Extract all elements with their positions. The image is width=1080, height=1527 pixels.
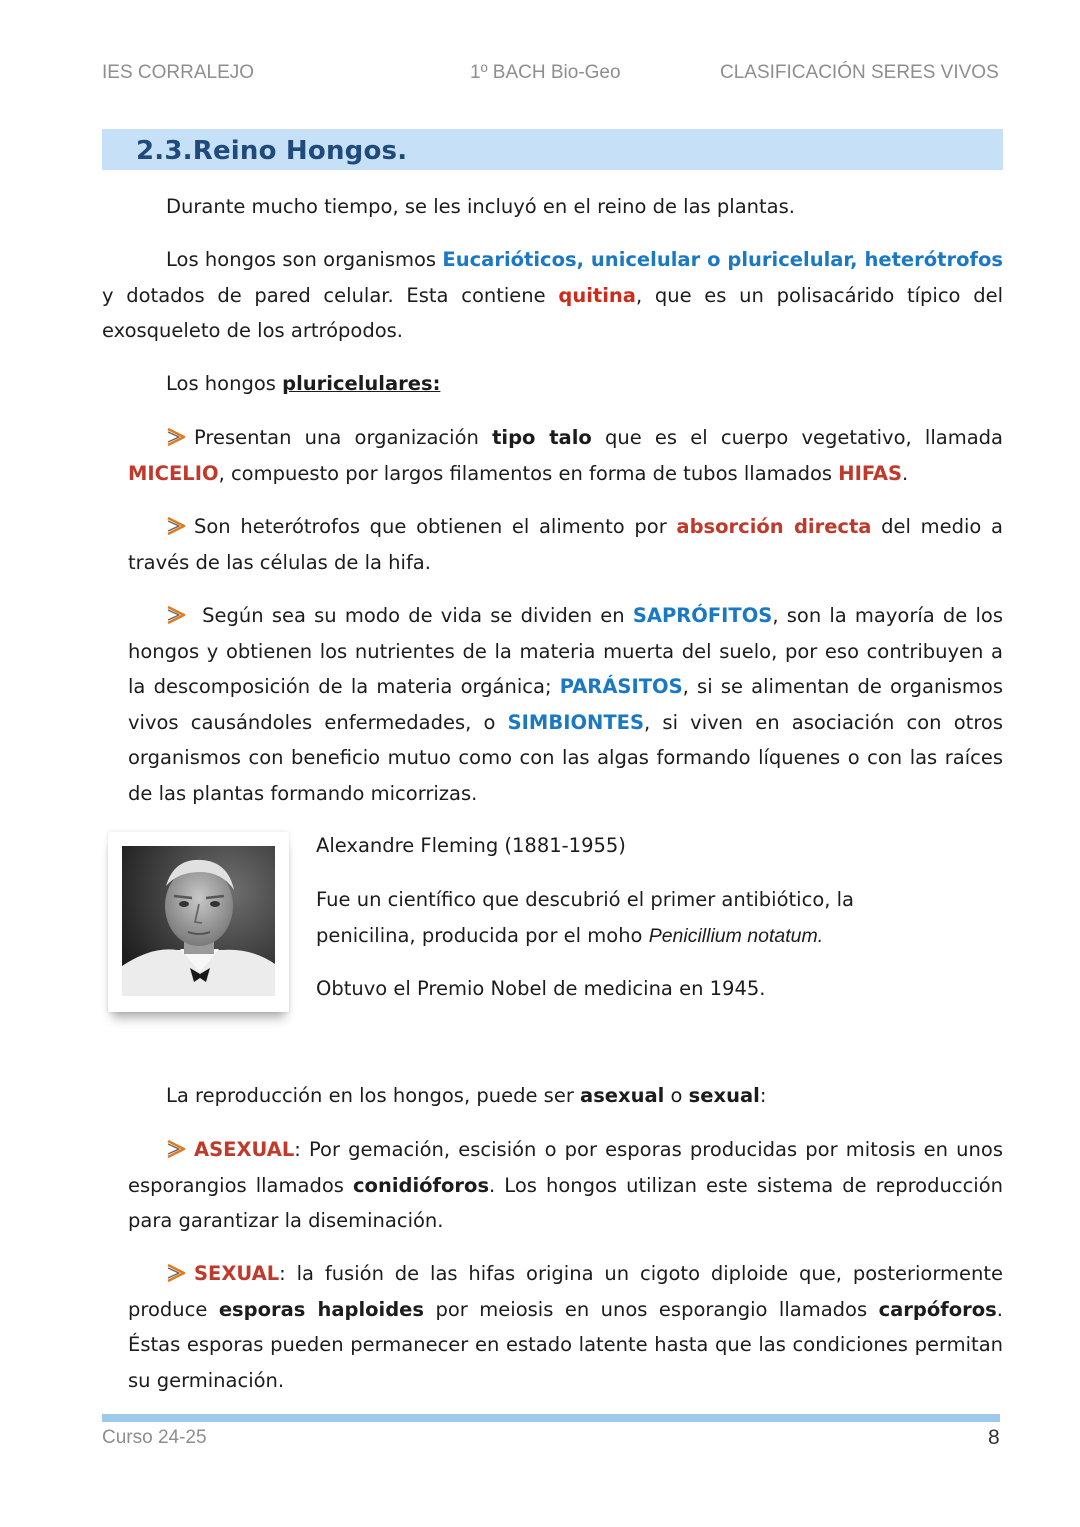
bullet3-text-4: , si viven en asociación con otros organismos con beneficio mutuo como con las algas formando líquenes o con las raíces de las plantas formando micorrizas. bbox=[128, 710, 1003, 805]
bullet3-saprofitos: SAPRÓFITOS bbox=[632, 604, 773, 627]
sexual-text-3: . Éstas esporas pueden permanecer en estado latente hasta que las condiciones permitan su germinación. bbox=[128, 1297, 1003, 1392]
bullet3-simbiontes: SIMBIONTES bbox=[507, 710, 645, 734]
pluri-paragraph bbox=[166, 366, 1003, 402]
fleming-photo-frame bbox=[108, 832, 289, 1012]
bullet-sexual bbox=[128, 1256, 1003, 1398]
bullet1-text-3: , compuesto por largos filamentos en forma de tubos llamados bbox=[218, 461, 839, 485]
header-topic: CLASIFICACIÓN SERES VIVOS bbox=[720, 62, 999, 83]
fleming-nobel-text: Obtuvo el Premio Nobel de medicina en 1945. bbox=[316, 977, 766, 1000]
asexual-text-2: . Los hongos utilizan este sistema de reproducción para garantizar la diseminación. bbox=[128, 1173, 1003, 1232]
sexual-label: SEXUAL bbox=[194, 1262, 280, 1285]
repro-text-3: : bbox=[759, 1084, 767, 1107]
repro-sexual: sexual bbox=[688, 1084, 760, 1107]
intro-text: Durante mucho tiempo, se les incluyó en el reino de las plantas. bbox=[166, 195, 795, 218]
bullet1-text-2: que es el cuerpo vegetativo, llamada bbox=[591, 426, 1003, 449]
fleming-description bbox=[316, 882, 896, 954]
sexual-esporas-haploides: esporas haploides bbox=[218, 1297, 425, 1321]
fleming-species: Penicillium notatum. bbox=[648, 925, 824, 947]
fleming-portrait bbox=[122, 846, 275, 996]
footer-divider bbox=[102, 1414, 1000, 1422]
arrow-bullet-icon bbox=[166, 1263, 188, 1283]
bullet1-text-4: . bbox=[902, 461, 909, 485]
pluri-text: Los hongos bbox=[166, 372, 283, 395]
repro-text-2: o bbox=[664, 1084, 689, 1107]
bullet1-hifas: HIFAS bbox=[838, 461, 903, 485]
bullet2-text-2: del medio a través de las células de la hifa. bbox=[128, 515, 1003, 574]
bullet3-parasitos: PARÁSITOS bbox=[559, 675, 683, 698]
bullet-modo-de-vida bbox=[128, 598, 1003, 811]
bullet-micelio bbox=[128, 420, 1003, 491]
definition-paragraph bbox=[102, 242, 1003, 349]
bullet1-tipo-talo: tipo talo bbox=[492, 426, 592, 449]
fleming-desc-text: Fue un científico que descubrió el primer antibiótico, la penicilina, producida por el moho bbox=[316, 888, 855, 947]
bullet3-text-2: , son la mayoría de los hongos y obtienen los nutrientes de la materia muerta del suelo, por eso contribuyen a la descomposición de la materia orgánica; bbox=[128, 604, 1003, 698]
bullet2-absorcion-directa: absorción directa bbox=[676, 515, 872, 538]
bullet1-text-1: Presentan una organización bbox=[194, 426, 493, 449]
asexual-text-1: : Por gemación, escisión o por esporas producidas por mitosis en unos esporangios llamados bbox=[128, 1138, 1003, 1197]
fleming-name bbox=[316, 828, 1003, 864]
def-highlight-eukaryotic: Eucarióticos, unicelular o pluricelular, heterótrofos bbox=[442, 248, 1003, 271]
def-text-1: Los hongos son organismos bbox=[166, 248, 443, 271]
asexual-label: ASEXUAL bbox=[194, 1138, 295, 1161]
fleming-nobel bbox=[316, 971, 1003, 1007]
def-highlight-chitin: quitina bbox=[558, 283, 636, 307]
arrow-bullet-icon bbox=[166, 516, 188, 536]
def-text-2: y dotados de pared celular. Esta contiene bbox=[102, 283, 559, 307]
header-school: IES CORRALEJO bbox=[102, 62, 255, 83]
bullet1-micelio: MICELIO bbox=[128, 461, 219, 485]
arrow-bullet-icon bbox=[166, 1139, 188, 1159]
pluri-heading: pluricelulares: bbox=[282, 372, 441, 395]
bullet-absorcion bbox=[128, 509, 1003, 580]
repro-text-1: La reproducción en los hongos, puede ser bbox=[166, 1084, 581, 1107]
arrow-bullet-icon bbox=[166, 427, 188, 447]
bullet-asexual bbox=[128, 1132, 1003, 1239]
intro-paragraph bbox=[166, 189, 1003, 225]
page-number: 8 bbox=[988, 1426, 1000, 1449]
def-text-3: , que es un polisacárido típico del exosqueleto de los artrópodos. bbox=[102, 283, 1003, 342]
asexual-conidioforos: conidióforos bbox=[352, 1173, 490, 1197]
section-title: 2.3.Reino Hongos. bbox=[136, 136, 408, 166]
arrow-bullet-icon bbox=[166, 605, 188, 625]
sexual-text-2: por meiosis en unos esporangio llamados bbox=[424, 1297, 879, 1321]
repro-asexual: asexual bbox=[580, 1084, 665, 1107]
repro-paragraph bbox=[166, 1078, 1003, 1114]
header-course: 1º BACH Bio-Geo bbox=[470, 62, 621, 83]
sexual-text-1: : la fusión de las hifas origina un cigoto diploide que, posteriormente produce bbox=[128, 1262, 1003, 1321]
fleming-name-text: Alexandre Fleming (1881-1955) bbox=[316, 834, 626, 857]
bullet3-text-1: Según sea su modo de vida se dividen en bbox=[194, 604, 633, 627]
footer-course: Curso 24-25 bbox=[102, 1427, 207, 1448]
bullet2-text-1: Son heterótrofos que obtienen el alimento por bbox=[194, 515, 677, 538]
bullet3-text-3: , si se alimentan de organismos vivos causándoles enfermedades, o bbox=[128, 675, 1003, 734]
sexual-carpoforos: carpóforos bbox=[878, 1297, 997, 1321]
